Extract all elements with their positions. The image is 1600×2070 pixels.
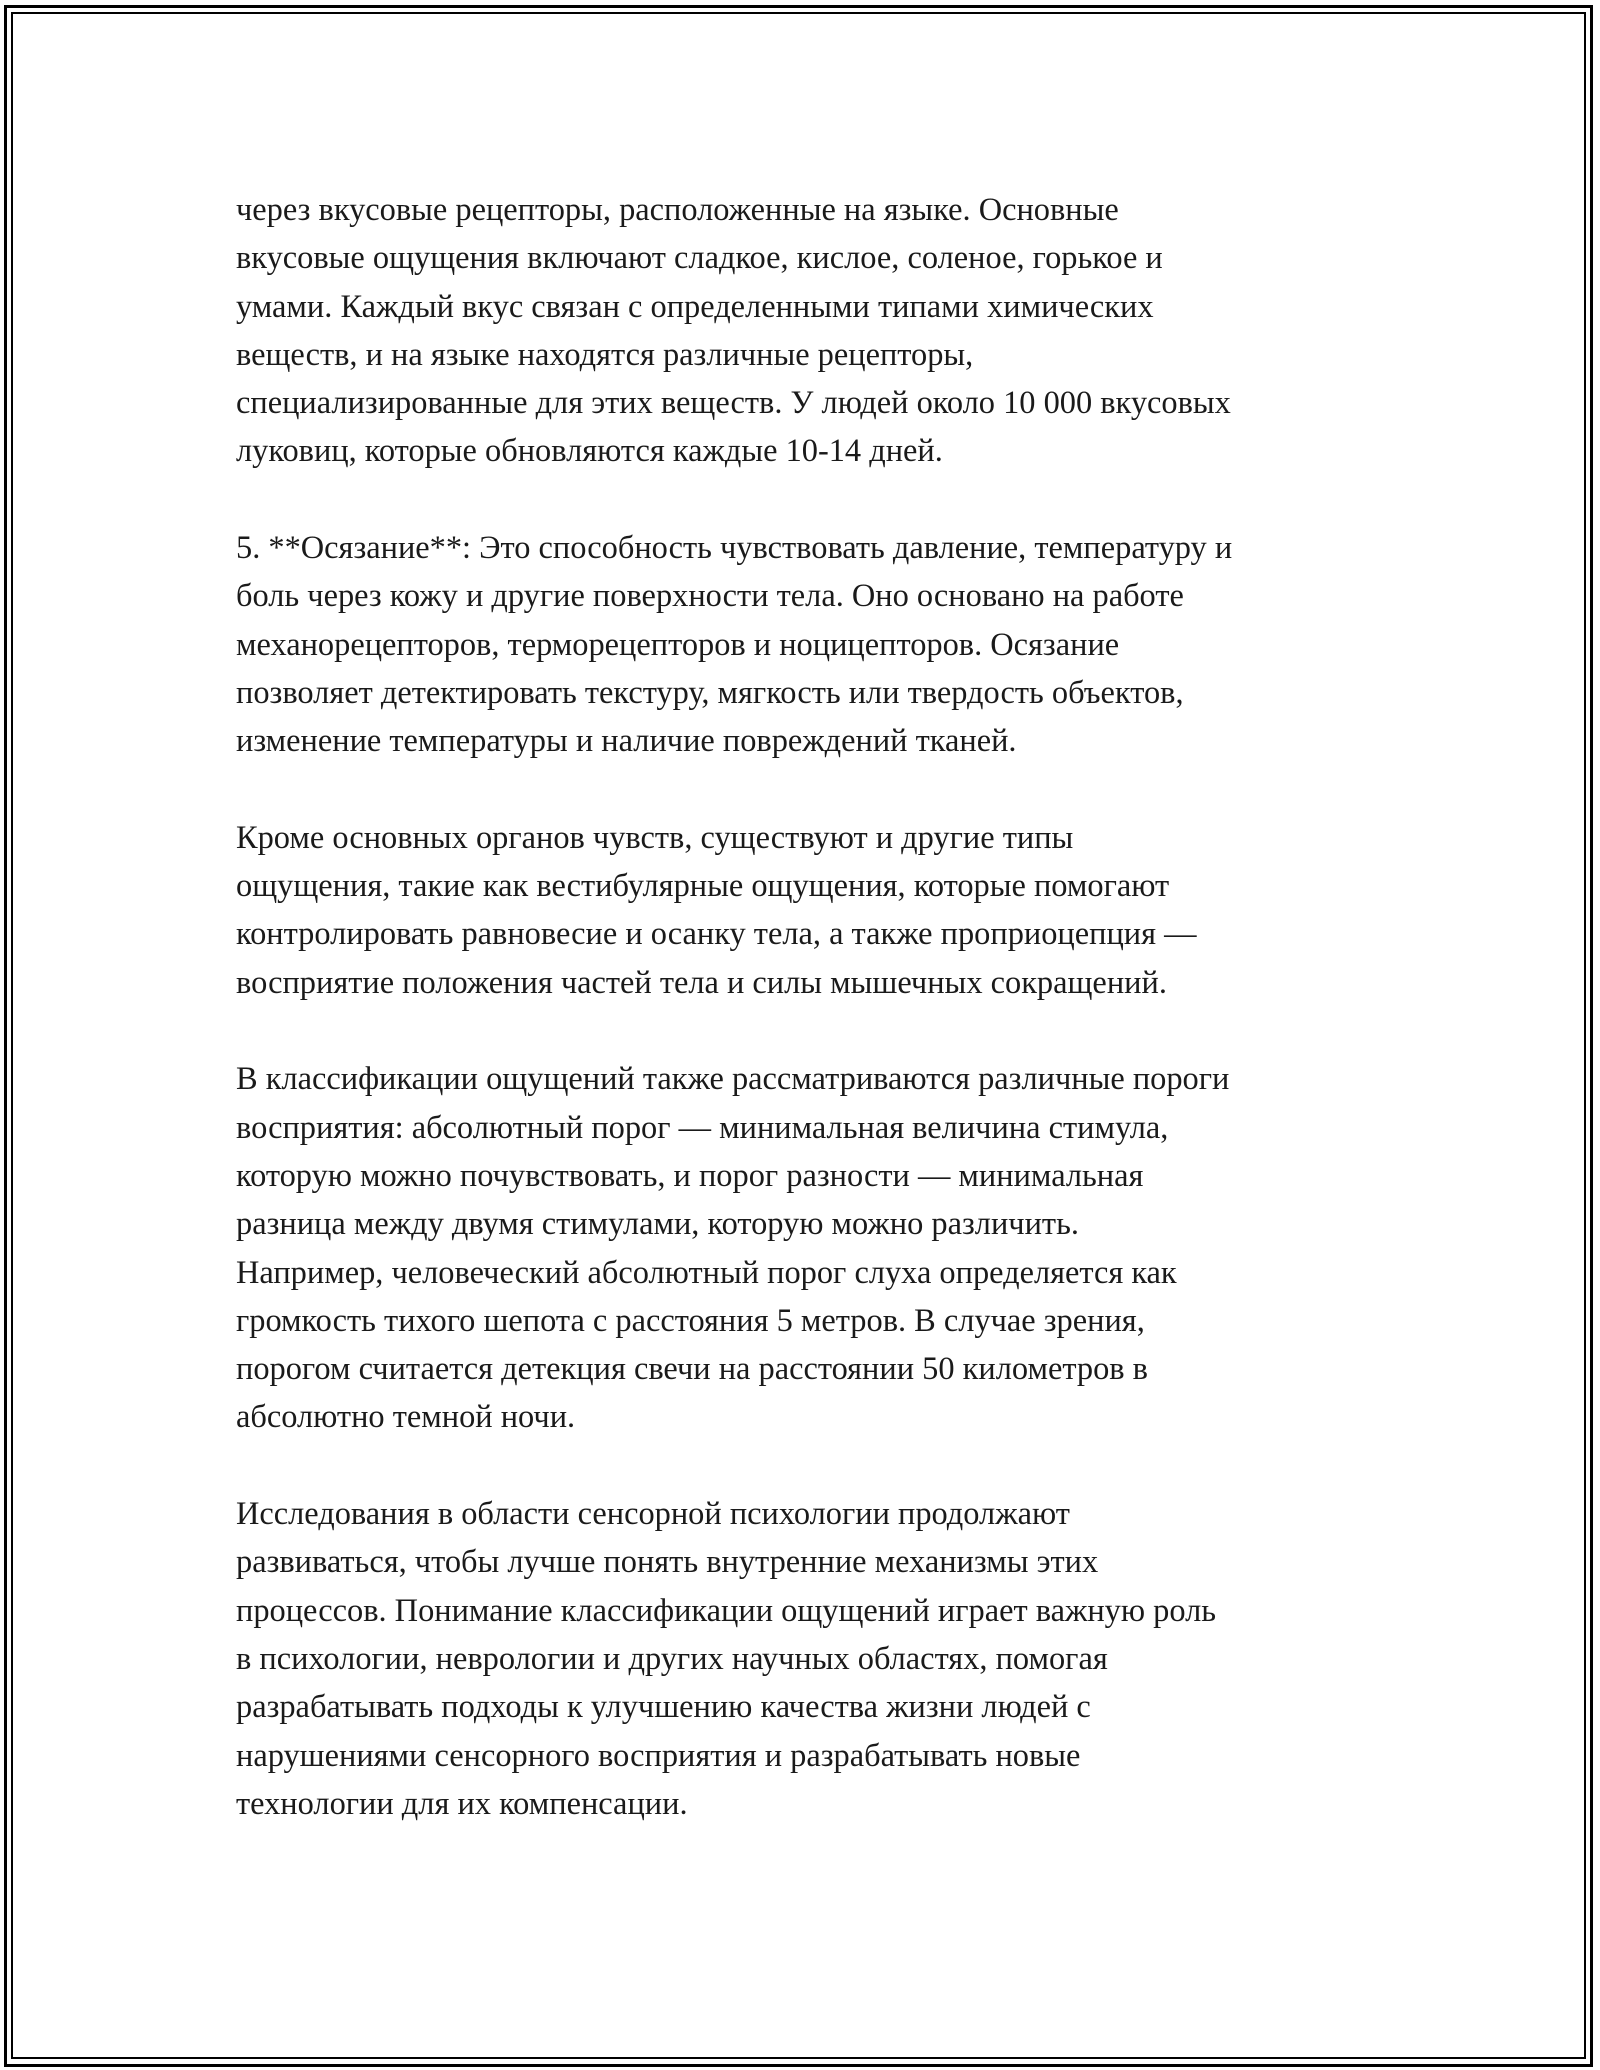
text-line: луковиц, которые обновляются каждые 10-14 дней. xyxy=(236,433,943,470)
text-line: изменение температуры и наличие повреждений тканей. xyxy=(236,723,1017,760)
text-line: развиваться, чтобы лучше понять внутренние механизмы этих xyxy=(236,1544,1099,1581)
text-line: абсолютно темной ночи. xyxy=(236,1399,576,1436)
paragraph-research xyxy=(236,1490,1396,1828)
text-line: восприятие положения частей тела и силы мышечных сокращений. xyxy=(236,964,1167,1001)
text-line: веществ, и на языке находятся различные рецепторы, xyxy=(236,336,974,373)
text-line: Например, человеческий абсолютный порог слуха определяется как xyxy=(236,1254,1177,1291)
text-line: нарушениями сенсорного восприятия и разрабатывать новые xyxy=(236,1737,1081,1774)
text-line: Исследования в области сенсорной психологии продолжают xyxy=(236,1496,1070,1533)
text-line: механорецепторов, терморецепторов и ноцицепторов. Осязание xyxy=(236,626,1120,663)
text-line: позволяет детектировать текстуру, мягкость или твердость объектов, xyxy=(236,674,1184,711)
text-line: боль через кожу и другие поверхности тела. Оно основано на работе xyxy=(236,578,1184,615)
text-line: через вкусовые рецепторы, расположенные на языке. Основные xyxy=(236,192,1119,228)
text-line: ощущения, такие как вестибулярные ощущения, которые помогают xyxy=(236,868,1170,905)
text-line: контролировать равновесие и осанку тела, а также проприоцепция — xyxy=(236,916,1197,953)
text-line: разница между двумя стимулами, которую можно различить. xyxy=(236,1206,1079,1243)
text-line: порогом считается детекция свечи на расстоянии 50 километров в xyxy=(236,1351,1148,1388)
paragraph-taste xyxy=(236,186,1396,476)
text-line: В классификации ощущений также рассматриваются различные пороги xyxy=(236,1061,1230,1098)
paragraph-other-senses xyxy=(236,814,1396,1007)
paragraph-thresholds xyxy=(236,1055,1396,1441)
text-line: процессов. Понимание классификации ощущений играет важную роль xyxy=(236,1592,1217,1629)
text-line: 5. **Осязание**: Это способность чувствовать давление, температуру и xyxy=(236,530,1233,567)
text-line: технологии для их компенсации. xyxy=(236,1785,688,1822)
text-line: вкусовые ощущения включают сладкое, кислое, соленое, горькое и xyxy=(236,240,1163,277)
text-line: которую можно почувствовать, и порог разности — минимальная xyxy=(236,1157,1144,1194)
text-line: Кроме основных органов чувств, существуют и другие типы xyxy=(236,819,1074,856)
document-body xyxy=(236,186,1396,1876)
text-line: восприятия: абсолютный порог — минимальная величина стимула, xyxy=(236,1109,1169,1146)
text-line: в психологии, неврологии и других научных областях, помогая xyxy=(236,1640,1108,1677)
text-line: умами. Каждый вкус связан с определенными типами химических xyxy=(236,288,1154,325)
text-line: специализированные для этих веществ. У людей около 10 000 вкусовых xyxy=(236,385,1231,422)
text-line: громкость тихого шепота с расстояния 5 метров. В случае зрения, xyxy=(236,1302,1145,1339)
text-line: разрабатывать подходы к улучшению качества жизни людей с xyxy=(236,1689,1091,1726)
paragraph-touch xyxy=(236,524,1396,765)
